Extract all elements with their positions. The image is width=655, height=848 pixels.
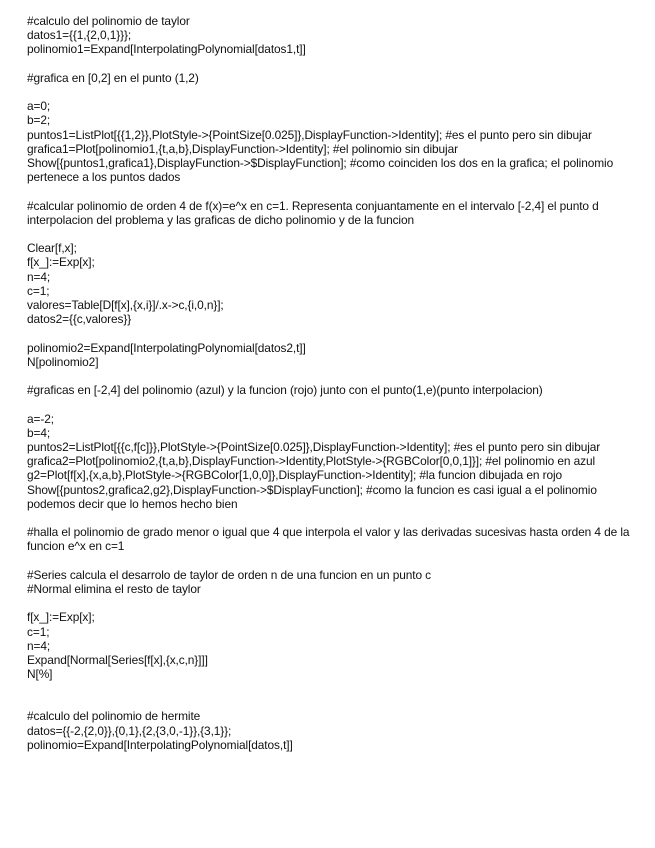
code-line: Show[{puntos2,grafica2,g2},DisplayFunction->$DisplayFunction]; #como la funcion es casi igual a el polinomio podemos decir que lo hemos hecho bien xyxy=(27,482,601,511)
blank-line xyxy=(27,326,637,340)
code-line: f[x_]:=Exp[x]; xyxy=(27,610,95,625)
blank-line xyxy=(27,227,637,241)
code-line: b=2; xyxy=(27,113,51,128)
code-line: g2=Plot[f[x],{x,a,b},PlotStyle->{RGBColor[1,0,0]},DisplayFunction->Identity]; #la funcion dibujada en rojo xyxy=(27,468,563,483)
code-line: Clear[f,x]; xyxy=(27,241,77,256)
code-line: c=1; xyxy=(27,283,50,298)
comment-line: #graficas en [-2,4] del polinomio (azul) y la funcion (rojo) junto con el punto(1,e)(punto interpolacion) xyxy=(27,383,543,398)
document-body xyxy=(27,14,637,752)
blank-line xyxy=(27,596,637,610)
blank-line xyxy=(27,85,637,99)
code-line: a=0; xyxy=(27,99,51,114)
blank-line xyxy=(27,369,637,383)
code-line: datos2={{c,valores}} xyxy=(27,312,132,327)
code-line: datos={{-2,{2,0}},{0,1},{2,{3,0,-1}},{3,1}}; xyxy=(27,723,232,738)
code-line: puntos1=ListPlot[{{1,2}},PlotStyle->{PointSize[0.025]},DisplayFunction->Identity]; #es el punto pero sin dibujar xyxy=(27,127,592,142)
code-line: c=1; xyxy=(27,624,50,639)
code-line: polinomio1=Expand[InterpolatingPolynomial[datos1,t]] xyxy=(27,42,306,57)
comment-line: #Normal elimina el resto de taylor xyxy=(27,581,201,596)
blank-line xyxy=(27,511,637,525)
comment-line: #calculo del polinomio de taylor xyxy=(27,14,190,28)
blank-line xyxy=(27,184,637,198)
code-line: n=4; xyxy=(27,638,51,653)
code-line: valores=Table[D[f[x],{x,i}]/.x->c,{i,0,n}]; xyxy=(27,298,224,312)
code-line: polinomio2=Expand[InterpolatingPolynomial[datos2,t]] xyxy=(27,340,306,355)
code-line: polinomio=Expand[InterpolatingPolynomial[datos,t]] xyxy=(27,737,293,752)
comment-line: #calcular polinomio de orden 4 de f(x)=e^x en c=1. Representa conjuantamente en el intervalo [-2,4] el punto d interpolacion del problema y las graficas de dicho polinomio y de la funcion xyxy=(27,198,602,227)
comment-line: #grafica en [0,2] en el punto (1,2) xyxy=(27,70,199,85)
blank-line xyxy=(27,681,637,709)
code-line: Show[{puntos1,grafica1},DisplayFunction->$DisplayFunction]; #como coinciden los dos en la grafica; el polinomio pertenece a los puntos dados xyxy=(27,156,617,185)
comment-line: #halla el polinomio de grado menor o igual que 4 que interpola el valor y las derivadas sucesivas hasta orden 4 de la funcion e^x en c=1 xyxy=(27,525,633,554)
code-line: grafica2=Plot[polinomio2,{t,a,b},DisplayFunction->Identity,PlotStyle->{RGBColor[0,0,1]}]; #el polinomio en azul xyxy=(27,454,596,469)
code-line: a=-2; xyxy=(27,411,54,426)
code-line: puntos2=ListPlot[{{c,f[c]}},PlotStyle->{PointSize[0.025]},DisplayFunction->Identity]; #es el punto pero sin dibujar xyxy=(27,439,601,454)
code-line: grafica1=Plot[polinomio1,{t,a,b},DisplayFunction->Identity]; #el polinomio sin dibujar xyxy=(27,141,458,156)
blank-line xyxy=(27,397,637,411)
comment-line: #calculo del polinomio de hermite xyxy=(27,709,201,724)
code-line: N[%] xyxy=(27,667,53,682)
code-line: Expand[Normal[Series[f[x],{x,c,n}]]] xyxy=(27,652,208,667)
code-line: N[polinomio2] xyxy=(27,354,99,369)
code-line: b=4; xyxy=(27,425,51,440)
code-line: n=4; xyxy=(27,269,51,284)
code-line: datos1={{1,{2,0,1}}}; xyxy=(27,28,132,43)
comment-line: #Series calcula el desarrolo de taylor de orden n de una funcion en un punto c xyxy=(27,567,432,582)
blank-line xyxy=(27,57,637,71)
code-line: f[x_]:=Exp[x]; xyxy=(27,255,95,270)
blank-line xyxy=(27,554,637,568)
